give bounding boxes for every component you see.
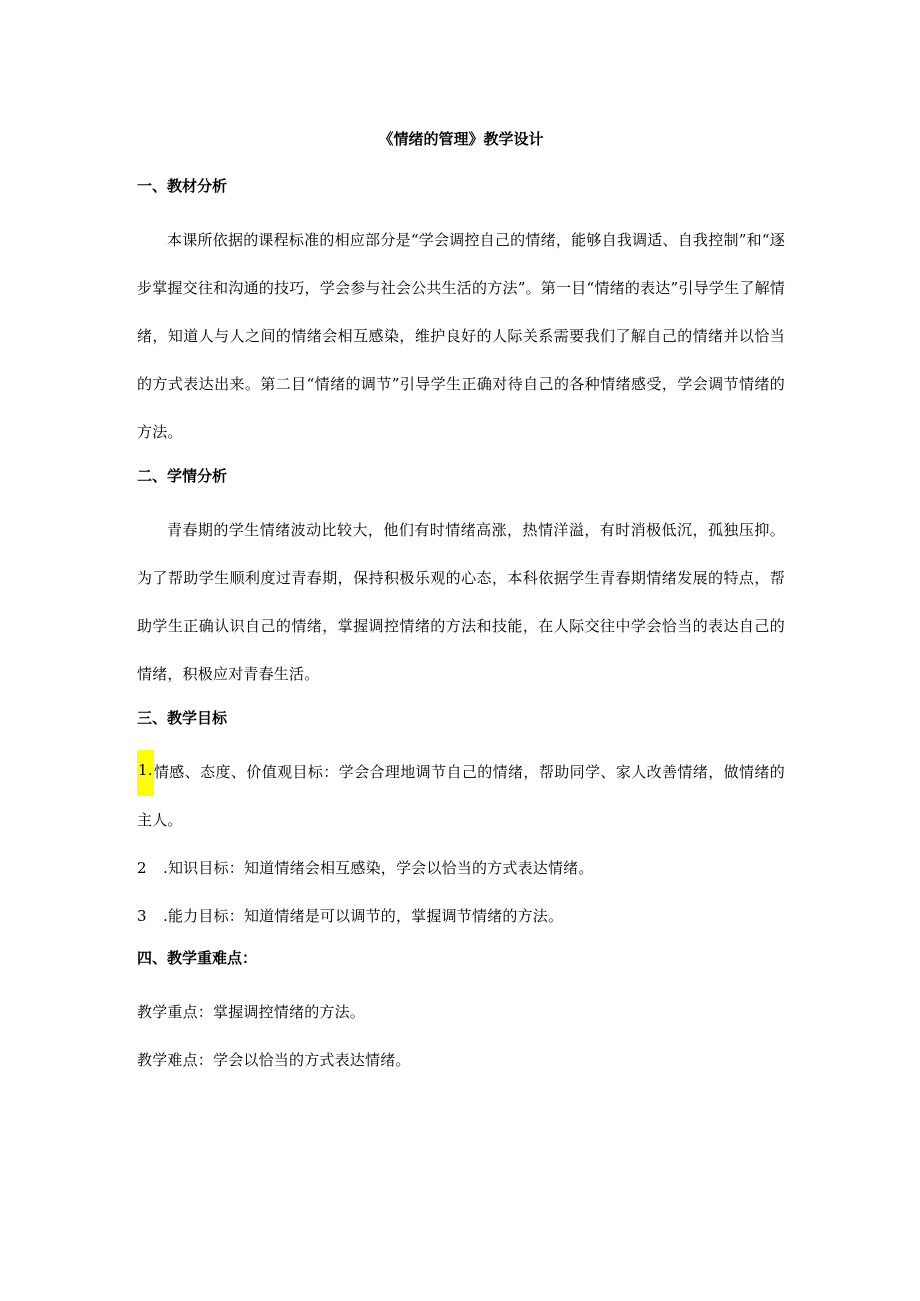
goal-item-1	[137, 748, 785, 844]
key-point: 教学重点：掌握调控情绪的方法。	[137, 1003, 366, 1021]
goal-item-3-number: 3	[137, 907, 147, 925]
goal-item-1-text: 情感、态度、价值观目标：学会合理地调节自己的情绪，帮助同学、家人改善情绪，做情绪的主人。	[137, 763, 785, 829]
document-page	[137, 126, 785, 1084]
paragraph-student-analysis: 青春期的学生情绪波动比较大，他们有时情绪高涨，热情洋溢，有时消极低沉，孤独压抑。为了帮助学生顺利度过青春期，保持积极乐观的心态，本科依据学生青春期情绪发展的特点，帮助学生正确认识自己的情绪，掌握调控情绪的方法和技能，在人际交往中学会恰当的表达自己的情绪，积极应对青春生活。	[137, 521, 785, 683]
goal-item-2	[137, 844, 785, 892]
section-heading-teaching-goals: 三、教学目标	[137, 709, 228, 727]
goal-item-3	[137, 892, 785, 940]
section-heading-textbook-analysis: 一、教材分析	[137, 177, 228, 195]
paragraph-textbook-analysis: 本课所依据的课程标准的相应部分是“学会调控自己的情绪，能够自我调适、自我控制”和“逐步掌握交往和沟通的技巧，学会参与社会公共生活的方法”。第一目“情绪的表达”引导学生了解情绪，知道人与人之间的情绪会相互感染，维护良好的人际关系需要我们了解自己的情绪并以恰当的方式表达出来。第二目“情绪的调节”引导学生正确对待自己的各种情绪感受，学会调节情绪的方法。	[137, 231, 785, 441]
goal-item-3-text: .能力目标：知道情绪是可以调节的，掌握调节情绪的方法。	[163, 907, 564, 925]
section-heading-student-analysis: 二、学情分析	[137, 467, 228, 485]
goal-item-2-number: 2	[137, 859, 147, 877]
section-heading-key-difficult-points: 四、教学重难点：	[137, 949, 258, 967]
difficult-point: 教学难点：学会以恰当的方式表达情绪。	[137, 1051, 411, 1069]
goal-item-2-text: .知识目标：知道情绪会相互感染，学会以恰当的方式表达情绪。	[163, 859, 594, 877]
highlighted-goal-number: 1.	[137, 750, 154, 796]
document-title: 《情绪的管理》教学设计	[378, 130, 544, 148]
